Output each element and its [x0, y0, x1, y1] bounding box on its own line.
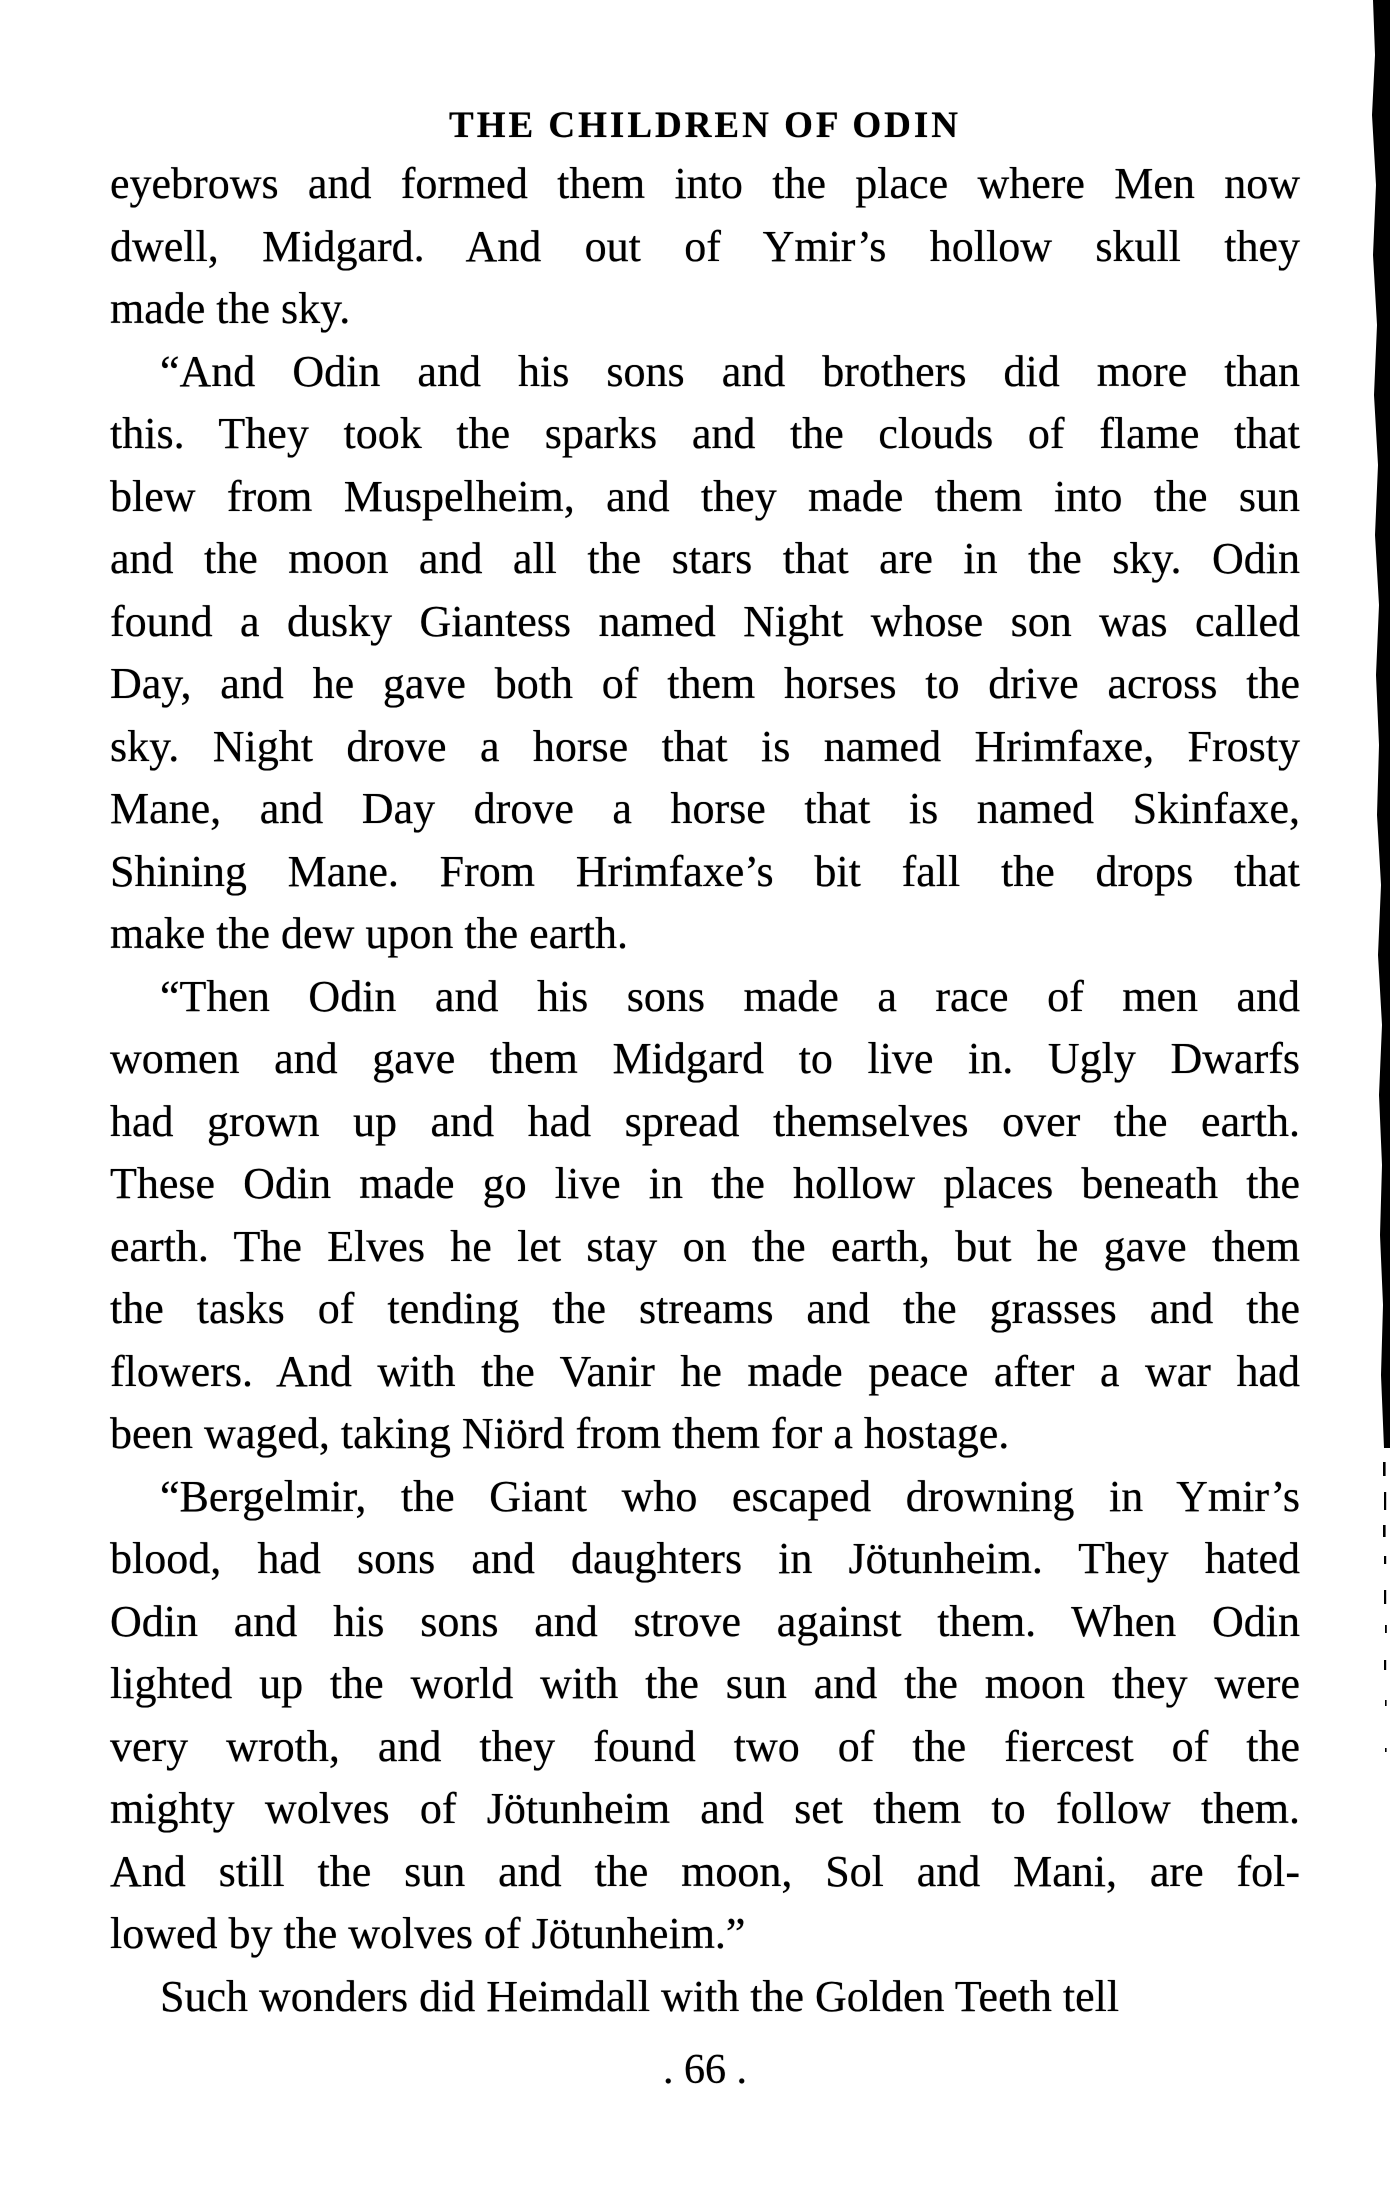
- text-line: flowers. And with the Vanir he made peace after a war had: [110, 1346, 1300, 1396]
- text-line: made the sky.: [110, 284, 351, 333]
- text-line: These Odin made go live in the hollow places beneath the: [110, 1159, 1300, 1208]
- text-line: found a dusky Giantess named Night whose son was called: [110, 596, 1300, 646]
- text-line: Shining Mane. From Hrimfaxe’s bit fall the drops that: [110, 846, 1300, 896]
- text-line: sky. Night drove a horse that is named Hrimfaxe, Frosty: [110, 721, 1300, 771]
- text-line: lighted up the world with the sun and the moon they were: [110, 1659, 1300, 1708]
- text-line: Such wonders did Heimdall with the Golden Teeth tell: [160, 1971, 1120, 2021]
- text-line: blew from Muspelheim, and they made them into the sun: [110, 471, 1300, 521]
- page-number: . 66 .: [663, 2047, 747, 2093]
- text-line: “Bergelmir, the Giant who escaped drowning in Ymir’s: [160, 1471, 1300, 1521]
- text-line: very wroth, and they found two of the fiercest of the: [110, 1721, 1300, 1771]
- text-line: dwell, Midgard. And out of Ymir’s hollow skull they: [110, 221, 1300, 271]
- text-line: the tasks of tending the streams and the grasses and the: [110, 1284, 1300, 1333]
- text-line: “And Odin and his sons and brothers did more than: [160, 346, 1300, 396]
- text-line: Mane, and Day drove a horse that is named Skinfaxe,: [110, 784, 1300, 833]
- text-line: women and gave them Midgard to live in. Ugly Dwarfs: [110, 1034, 1300, 1083]
- text-line: make the dew upon the earth.: [110, 909, 629, 958]
- text-line: earth. The Elves he let stay on the earth, but he gave them: [110, 1221, 1300, 1271]
- page-edge-shadow: [1366, 0, 1390, 2195]
- text-line: eyebrows and formed them into the place where Men now: [110, 159, 1300, 208]
- text-line: “Then Odin and his sons made a race of men and: [160, 971, 1300, 1021]
- text-line: and the moon and all the stars that are in the sky. Odin: [110, 534, 1300, 583]
- body-text: [110, 153, 1300, 2028]
- text-line: And still the sun and the moon, Sol and Mani, are fol-: [110, 1846, 1300, 1896]
- text-line: had grown up and had spread themselves over the earth.: [110, 1096, 1300, 1146]
- text-line: lowed by the wolves of Jötunheim.”: [110, 1909, 746, 1958]
- text-line: Odin and his sons and strove against them. When Odin: [110, 1596, 1300, 1646]
- text-line: blood, had sons and daughters in Jötunheim. They hated: [110, 1534, 1300, 1583]
- text-line: been waged, taking Niörd from them for a hostage.: [110, 1409, 1010, 1458]
- text-line: Day, and he gave both of them horses to drive across the: [110, 659, 1300, 708]
- running-header: THE CHILDREN OF ODIN: [449, 105, 961, 146]
- text-line: mighty wolves of Jötunheim and set them to follow them.: [110, 1784, 1300, 1833]
- text-line: this. They took the sparks and the clouds of flame that: [110, 409, 1300, 458]
